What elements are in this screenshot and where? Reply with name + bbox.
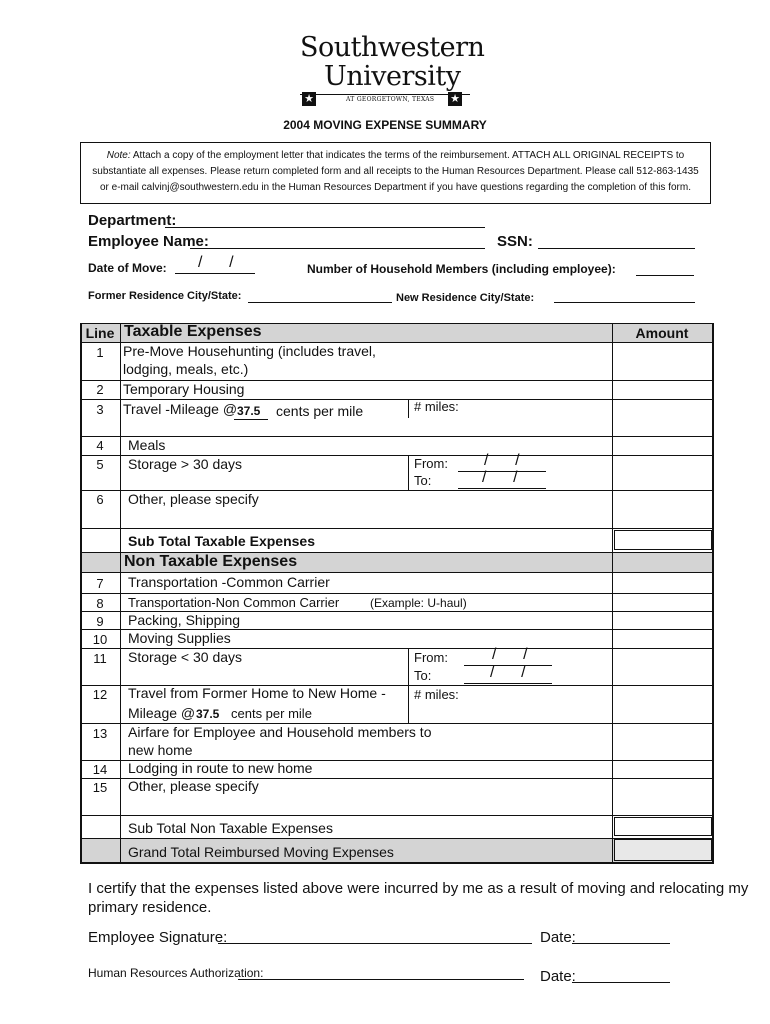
to-label: To: [414,668,432,683]
subtotal-nontaxable-label: Sub Total Non Taxable Expenses [128,820,333,836]
from-to-divider [408,455,409,490]
date-of-move-slashes: / / [198,254,234,271]
subtotal-taxable-label: Sub Total Taxable Expenses [128,533,315,549]
certify-line2: primary residence. [88,899,212,916]
row-travel-mileage-label: Mileage @ [128,705,196,721]
line-number: 11 [93,651,107,666]
employee-signature-label: Employee Signature: [88,929,228,946]
from-to-divider [408,648,409,685]
line-number: 8 [96,596,104,611]
to-label: To: [414,473,432,488]
row-other-taxable: Other, please specify [128,491,259,507]
mileage-suffix: cents per mile [231,706,312,721]
mileage-suffix: cents per mile [276,403,364,419]
date-of-move-label: Date of Move: [88,261,167,275]
row-other-nontaxable: Other, please specify [128,778,259,794]
from-label: From: [414,650,448,665]
amount-header: Amount [635,325,689,341]
logo-tagline: AT GEORGETOWN, TEXAS [346,96,435,103]
former-residence-input[interactable] [248,302,392,303]
grand-total-label: Grand Total Reimbursed Moving Expenses [128,844,394,860]
line-number: 1 [96,345,104,360]
row-non-common-carrier: Transportation-Non Common Carrier [128,595,340,610]
employee-name-input[interactable] [190,248,485,249]
from-slashes: / / [484,452,520,469]
star-icon: ★ [302,92,316,106]
miles-divider [408,399,409,418]
date2-input[interactable] [572,982,670,983]
line-number: 12 [92,687,108,702]
new-residence-label: New Residence City/State: [396,292,535,304]
row-travel-mileage: Travel -Mileage @ [123,401,238,417]
line-header: Line [85,325,115,341]
row-line [80,436,714,437]
nontaxable-header: Non Taxable Expenses [124,553,298,570]
miles-divider [408,685,409,723]
row-travel-former-home: Travel from Former Home to New Home - [128,685,386,701]
row-line [80,399,714,400]
from-label: From: [414,456,448,471]
ssn-input[interactable] [538,248,695,249]
table-bottom-border [80,862,714,864]
uhaul-example: (Example: U-haul) [370,596,467,610]
miles-label: # miles: [414,687,459,702]
row-airfare: Airfare for Employee and Household members to [128,724,432,740]
date1-label: Date: [540,929,576,946]
row-lodging-route: Lodging in route to new home [128,760,313,776]
row-line [80,815,714,816]
hr-authorization-input[interactable] [238,979,524,980]
from-slashes: / / [492,646,528,663]
line-number: 10 [92,632,108,647]
hr-authorization-label: Human Resources Authorization: [88,966,264,980]
row-common-carrier: Transportation -Common Carrier [128,574,330,590]
row-packing: Packing, Shipping [128,612,241,628]
row-line [80,572,714,573]
employee-signature-input[interactable] [218,943,532,944]
date2-label: Date: [540,968,576,985]
note-box [80,142,711,204]
line-number: 3 [96,402,104,417]
university-logo [296,32,485,108]
row-moving-supplies: Moving Supplies [128,630,231,646]
new-residence-input[interactable] [554,302,695,303]
department-label: Department: [88,212,177,229]
line-number: 2 [96,382,104,397]
line-number: 9 [96,614,104,629]
household-members-label: Number of Household Members (including employee): [307,262,616,276]
logo-rule [300,94,470,95]
mileage-rate: 37.5 [237,404,261,418]
note-line2: substantiate all expenses. Please return completed form and all receipts to the Human Resources Department. Please call 512-863-1435 [92,166,699,177]
row-househunting-cont: lodging, meals, etc.) [123,361,249,377]
line-number: 5 [96,457,104,472]
employee-name-label: Employee Name: [88,233,209,250]
logo-line2: University [324,61,461,92]
row-storage-under-30: Storage < 30 days [128,649,243,665]
row-line [80,528,714,529]
taxable-header: Taxable Expenses [124,323,262,340]
mileage-rate-underline [234,419,268,420]
row-temporary-housing: Temporary Housing [123,381,245,397]
expense-table [80,323,714,863]
line-number: 14 [92,762,108,777]
note-line1: Note: Attach a copy of the employment letter that indicates the terms of the reimbursement. ATTACH ALL ORIGINAL RECEIPTS to [106,150,685,161]
line-number: 13 [92,726,108,741]
former-residence-label: Former Residence City/State: [88,290,242,302]
miles-label: # miles: [414,399,459,414]
department-input[interactable] [165,227,485,228]
row-househunting: Pre-Move Househunting (includes travel, [123,343,376,359]
certify-line1: I certify that the expenses listed above were incurred by me as a result of moving and relocating my [88,880,749,897]
logo-line1: Southwestern [300,32,485,63]
row-line [80,593,714,594]
row-storage-over-30: Storage > 30 days [128,456,243,472]
ssn-label: SSN: [497,233,533,250]
star-icon: ★ [448,92,462,106]
grand-total-amount[interactable] [614,839,712,861]
to-slashes: / / [482,469,518,486]
line-number: 7 [96,576,104,591]
line-number: 4 [96,438,104,453]
note-label: Note: [106,150,131,161]
household-members-input[interactable] [636,275,694,276]
line-number: 15 [92,780,108,795]
date1-input[interactable] [572,943,670,944]
date-of-move-input[interactable] [175,273,255,274]
row-airfare-cont: new home [128,742,193,758]
subtotal-taxable-amount[interactable] [614,530,712,550]
to-date-input[interactable] [464,683,552,684]
mileage-rate: 37.5 [196,707,220,721]
row-meals: Meals [128,437,166,453]
line-number: 6 [96,492,104,507]
subtotal-nontaxable-amount[interactable] [614,817,712,836]
note-line3: or e-mail calvinj@southwestern.edu in the Human Resources Department if you have questions regarding the completion of this form. [99,182,691,193]
to-slashes: / / [490,664,526,681]
to-date-input[interactable] [458,488,546,489]
form-title: 2004 MOVING EXPENSE SUMMARY [283,118,487,132]
